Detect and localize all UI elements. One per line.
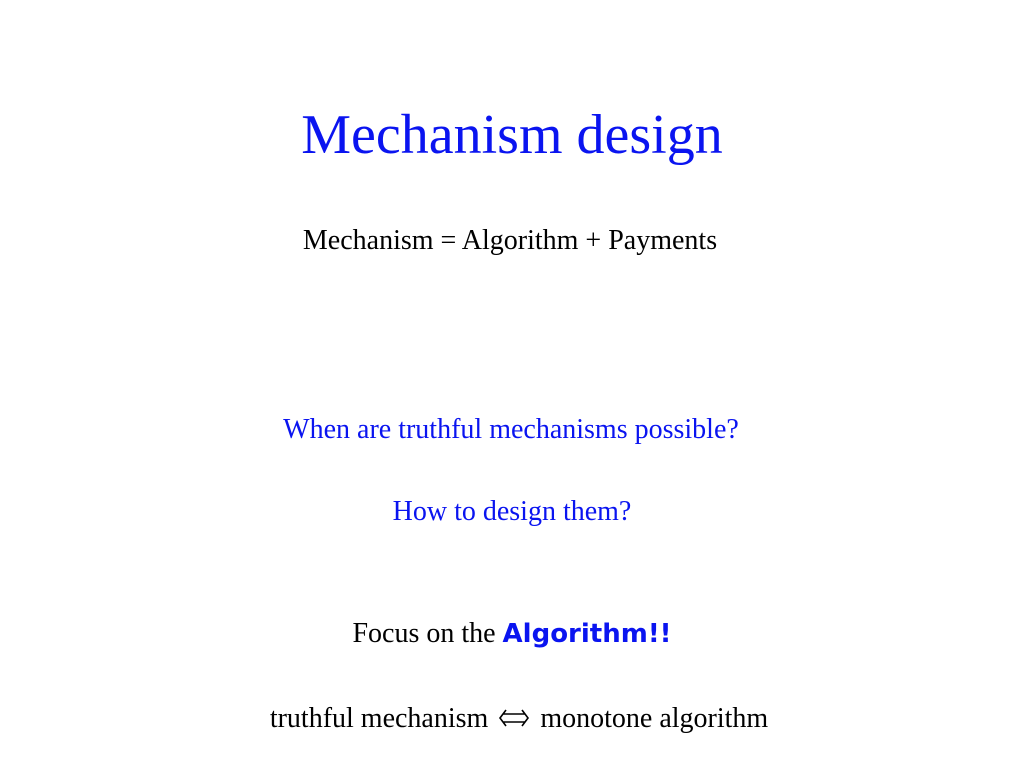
focus-statement	[0, 615, 1024, 653]
equivalence-statement	[7, 700, 1024, 738]
page-title: Mechanism design	[301, 104, 723, 166]
subtitle-equation: Mechanism = Algorithm + Payments	[302, 225, 718, 256]
focus-emphasis: Algorithm!!	[502, 619, 672, 649]
equivalence-right: monotone algorithm	[540, 703, 769, 734]
double-arrow-icon	[499, 708, 529, 728]
focus-prefix: Focus on the	[352, 618, 503, 649]
question-how-to-design: How to design them?	[392, 496, 632, 527]
equivalence-left: truthful mechanism	[269, 703, 489, 734]
question-truthful-possible: When are truthful mechanisms possible?	[283, 414, 739, 445]
